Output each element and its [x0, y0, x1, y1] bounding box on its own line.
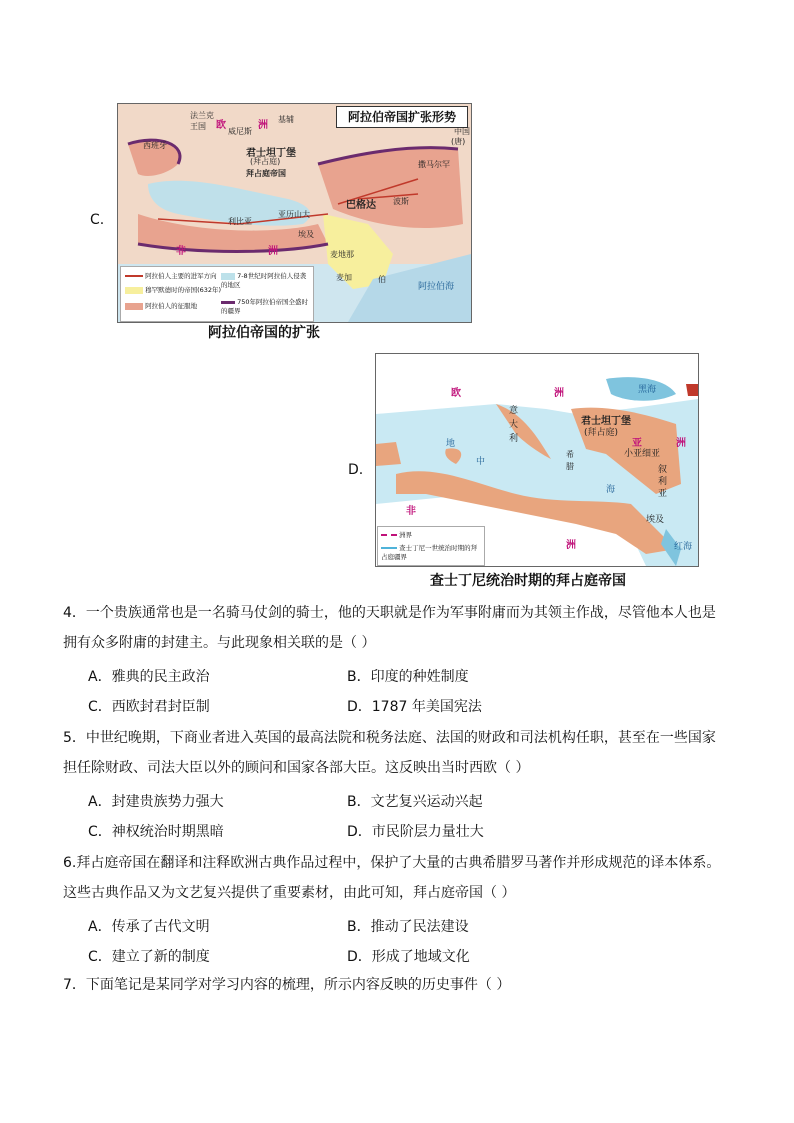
label-china: 中国 — [454, 127, 470, 136]
label-europe: 欧 — [451, 388, 461, 399]
label-syria: 叙利亚 — [658, 465, 668, 499]
label-persia: 波斯 — [393, 197, 409, 206]
label-byzantium-sub: (拜占庭) — [250, 157, 281, 166]
option-d-letter: D. — [348, 462, 364, 478]
map-title: 阿拉伯帝国扩张形势 — [347, 110, 456, 124]
legend-item: 穆罕默德时的帝国(632年) — [125, 285, 221, 294]
label-bo: 伯 — [378, 275, 386, 284]
question-6-option-b[interactable]: B．推动了民法建设 — [347, 919, 469, 935]
label-europe: 欧 — [216, 120, 226, 131]
question-6-option-c[interactable]: C．建立了新的制度 — [88, 949, 210, 965]
question-4-option-c[interactable]: C．西欧封君封臣制 — [88, 699, 210, 715]
option-d-caption: 查士丁尼统治时期的拜占庭帝国 — [430, 573, 626, 589]
map-legend — [377, 526, 485, 566]
label-mecca: 麦加 — [336, 273, 352, 282]
label-constantinople: 君士坦丁堡 — [581, 416, 631, 427]
question-4-option-d[interactable]: D．1787 年美国宪法 — [347, 699, 482, 715]
label-frank: 法兰克王国 — [190, 111, 214, 131]
question-6-option-a[interactable]: A．传承了古代文明 — [88, 919, 210, 935]
legend-item: 查士丁尼一世统治时期的拜占庭疆界 — [381, 544, 478, 561]
label-africa: 非 — [406, 506, 416, 517]
label-med2: 中 — [476, 457, 486, 467]
map-legend — [120, 266, 314, 322]
byzantine-empire-map — [375, 353, 699, 567]
question-6-line-2: 这些古典作品又为文艺复兴提供了重要素材，由此可知，拜占庭帝国（ ） — [63, 885, 516, 901]
label-byzantium: 拜占庭帝国 — [246, 169, 286, 178]
label-med3: 海 — [606, 485, 616, 495]
label-black-sea: 黑海 — [638, 385, 657, 395]
question-4-line-2: 拥有众多附庸的封建主。与此现象相关联的是（ ） — [63, 635, 376, 651]
legend-item: 7-8世纪时阿拉伯人侵袭的地区 — [221, 272, 307, 289]
label-med1: 地 — [446, 439, 456, 449]
question-5-line-1: 5．中世纪晚期，下商业者进入英国的最高法院和税务法庭、法国的财政和司法机构任职，甚至在一些国家 — [63, 730, 716, 746]
arab-empire-map — [117, 103, 472, 323]
question-5-line-2: 担任除财政、司法大臣以外的顾问和国家各部大臣。这反映出当时西欧（ ） — [63, 760, 530, 776]
label-xibanya: 西班牙 — [143, 141, 167, 150]
legend-item: 阿拉伯人的征服地 — [125, 301, 197, 310]
question-4-line-1: 4．一个贵族通常也是一名骑马仗剑的骑士，他的天职就是作为军事附庸而为其领主作战，尽管他本人也是 — [63, 605, 716, 621]
label-byzantium-sub: (拜占庭) — [584, 428, 619, 438]
question-5-option-c[interactable]: C．神权统治时期黑暗 — [88, 824, 224, 840]
label-zhou3: 洲 — [268, 246, 278, 257]
question-4-option-a[interactable]: A．雅典的民主政治 — [88, 669, 210, 685]
label-asia: 亚 — [632, 438, 642, 449]
label-red-sea: 红海 — [674, 542, 693, 552]
map-title-box — [336, 106, 468, 128]
label-tang: (唐) — [451, 137, 466, 146]
question-6-option-d[interactable]: D．形成了地域文化 — [347, 949, 470, 965]
legend-item: 洲界 — [381, 530, 412, 539]
label-asia-minor: 小亚细亚 — [624, 449, 661, 459]
question-6-line-1: 6.拜占庭帝国在翻译和注释欧洲古典作品过程中，保护了大量的古典希腊罗马著作并形成规范的译本体系。 — [63, 855, 721, 871]
question-5-option-b[interactable]: B．文艺复兴运动兴起 — [347, 794, 483, 810]
label-zhou2: 洲 — [676, 438, 686, 449]
legend-item: 750年阿拉伯帝国全盛时的疆界 — [221, 298, 308, 315]
legend-item: 阿拉伯人主要的进军方向 — [125, 271, 217, 280]
label-samarkand: 撒马尔罕 — [418, 160, 450, 169]
label-africa: 非 — [176, 246, 186, 257]
label-zhou3: 洲 — [566, 540, 576, 551]
label-egypt: 埃及 — [298, 230, 314, 239]
label-kiev: 基辅 — [278, 115, 294, 124]
question-4-option-b[interactable]: B．印度的种姓制度 — [347, 669, 469, 685]
label-greece: 希腊 — [566, 450, 574, 471]
label-zhou1: 洲 — [258, 120, 268, 131]
label-baghdad: 巴格达 — [346, 200, 376, 211]
label-ocean: 阿拉伯海 — [418, 282, 455, 292]
label-libya: 利比亚 — [228, 217, 252, 226]
label-alexandria: 亚历山大 — [278, 210, 310, 219]
label-venice: 威尼斯 — [228, 127, 252, 136]
label-egypt: 埃及 — [646, 515, 665, 525]
label-zhou1: 洲 — [554, 388, 564, 399]
question-5-option-a[interactable]: A．封建贵族势力强大 — [88, 794, 224, 810]
label-medina: 麦地那 — [330, 250, 354, 259]
question-7-line-1: 7．下面笔记是某同学对学习内容的梳理，所示内容反映的历史事件（ ） — [63, 977, 511, 993]
option-c-caption: 阿拉伯帝国的扩张 — [208, 325, 320, 341]
label-italy: 意大利 — [509, 406, 519, 444]
label-constantinople: 君士坦丁堡 — [246, 148, 296, 159]
option-c-letter: C. — [90, 212, 105, 228]
question-5-option-d[interactable]: D．市民阶层力量壮大 — [347, 824, 484, 840]
